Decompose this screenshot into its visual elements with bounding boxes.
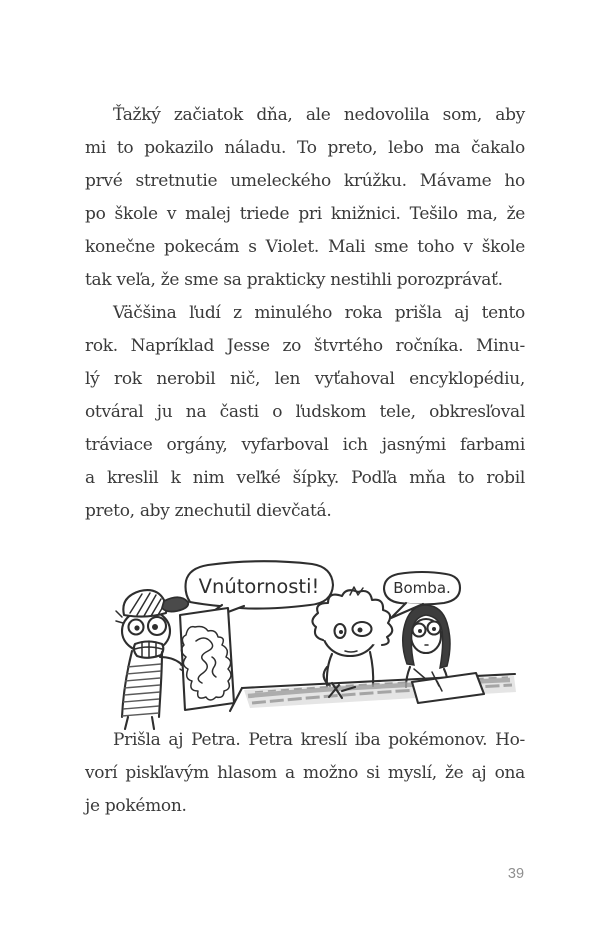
paragraph — [85, 99, 525, 297]
text-line: mi to pokazilo náladu. To preto, lebo ma čakalo — [85, 138, 525, 158]
text-line: prvé stretnutie umeleckého krúžku. Mávame ho — [85, 171, 525, 191]
text-line: vorí piskľavým hlasom a možno si myslí, že aj ona — [85, 763, 525, 783]
paragraphs-1-2 — [85, 99, 525, 528]
text-line: otváral ju na časti o ľudskom tele, obkresľoval — [85, 402, 525, 422]
boy-with-cap-figure — [116, 590, 188, 729]
girl-figure — [403, 605, 450, 687]
text-line: tráviace orgány, vyfarboval ich jasnými farbami — [85, 435, 525, 455]
text-line: lý rok nerobil nič, len vyťahoval encyklopédiu, — [85, 369, 525, 389]
page-number: 39 — [507, 866, 525, 882]
text-line: Väčšina ľudí z minulého roka prišla aj tento — [113, 303, 525, 323]
speech-bubble-1-text: Vnútornosti! — [198, 575, 320, 598]
text-line: preto, aby znechutil dievčatá. — [85, 501, 332, 521]
text-line: tak veľa, že sme sa prakticky nestihli porozprávať. — [85, 270, 503, 290]
text-line: je pokémon. — [85, 796, 187, 816]
cartoon-illustration — [80, 545, 540, 730]
paragraph — [85, 724, 525, 823]
text-line: Prišla aj Petra. Petra kreslí iba pokémonov. Ho- — [113, 730, 525, 750]
text-line: a kreslil k nim veľké šípky. Podľa mňa to robil — [85, 468, 525, 488]
paragraph — [85, 297, 525, 528]
speech-bubble-2-text: Bomba. — [393, 579, 451, 597]
text-line: rok. Napríklad Jesse zo štvrtého ročníka. Minu- — [85, 336, 525, 356]
intestines-poster — [180, 608, 234, 710]
text-line: Ťažký začiatok dňa, ale nedovolila som, aby — [113, 105, 525, 125]
text-line: po škole v malej triede pri knižnici. Tešilo ma, že — [85, 204, 525, 224]
text-line: konečne pokecám s Violet. Mali sme toho v škole — [85, 237, 525, 257]
